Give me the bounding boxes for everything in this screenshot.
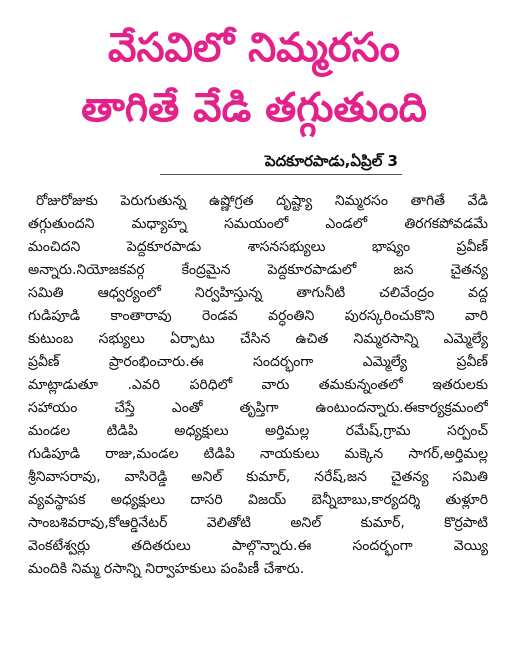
body-line: సమితి ఆధ్వర్యంలో నిర్వహిస్తున్న తాగునీటి చలివేంద్రం వద్ద xyxy=(28,285,488,301)
body-line: సాంబశివరావు,కోఆర్డినేటర్ వెలితోటి అనిల్ కుమార్, కొర్రపాటి xyxy=(28,515,488,531)
body-line: సహాయం చేస్తే ఎంతో తృప్తిగా ఉంటుందన్నారు.ఈకార్యక్రమంలో xyxy=(28,400,488,416)
dateline-rule xyxy=(160,174,402,175)
body-line: కుటుంబ సభ్యులు ఏర్పాటు చేసిన ఉచిత నిమ్మరసాన్ని ఎమ్మెల్యే xyxy=(28,331,488,347)
body-line: శ్రీనివాసరావు, వాసిరెడ్డి అనిల్ కుమార్, నరేష్,జన చైతన్య సమితి xyxy=(28,469,488,485)
body-line: వెంకటేశ్వర్లు తదితరులు పాల్గొన్నారు.ఈ సందర్భంగా వెయ్యి xyxy=(28,538,488,554)
body-line: మాట్లాడుతూ .ఎవరి పరిధిలో వారు తమకున్నంతలో ఇతరులకు xyxy=(28,377,488,393)
headline xyxy=(20,18,488,138)
body-line: అన్నారు.నియోజకవర్గ కేంద్రమైన పెద్దకూరపాడులో జన చైతన్య xyxy=(28,262,488,278)
body-line: మంచిదని పెద్దకూరపాడు శాసనసభ్యులు భాష్యం ప్రవీణ్ xyxy=(28,239,488,255)
body-line: రోజురోజుకు పెరుగుతున్న ఉష్ణోగ్రత దృష్ట్యా నిమ్మరసం తాగితే వేడి xyxy=(36,193,488,209)
body-line: మందికి నిమ్మ రసాన్ని నిర్వాహకులు పంపిణీ చేశారు. xyxy=(28,561,305,577)
body-line: మండల టిడిపి అధ్యక్షులు అర్తిమల్ల రమేష్,గ్రామ సర్పంచ్ xyxy=(28,423,488,439)
article-body xyxy=(28,190,488,581)
body-line: ప్రవీణ్ ప్రారంభించారు.ఈ సందర్భంగా ఎమ్మెల్యే ప్రవీణ్ xyxy=(28,354,488,370)
body-line: వ్యవస్థాపక అధ్యక్షులు దాసరి విజయ్ బెన్నీబాబు,కార్యదర్శి తుళ్లూరి xyxy=(28,492,488,508)
body-line: గుడిపూడి రాజు,మండల టిడిపి నాయకులు మక్కెన సాగర్,అర్తిమల్ల xyxy=(28,446,488,462)
dateline: పెదకూరపాడు,ఏప్రిల్ 3 xyxy=(264,152,398,170)
body-line: తగ్గుతుందని మధ్యాహ్న సమయంలో ఎండలో తిరగకపోవడమే xyxy=(28,216,488,232)
body-line: గుడిపూడి కాంతారావు రెండవ వర్ధంతిని పురస్కరించుకొని వారి xyxy=(28,308,488,324)
headline-line-2: తాగితే వేడి తగ్గుతుంది xyxy=(81,85,427,131)
headline-line-1: వేసవిలో నిమ్మరసం xyxy=(108,25,400,71)
